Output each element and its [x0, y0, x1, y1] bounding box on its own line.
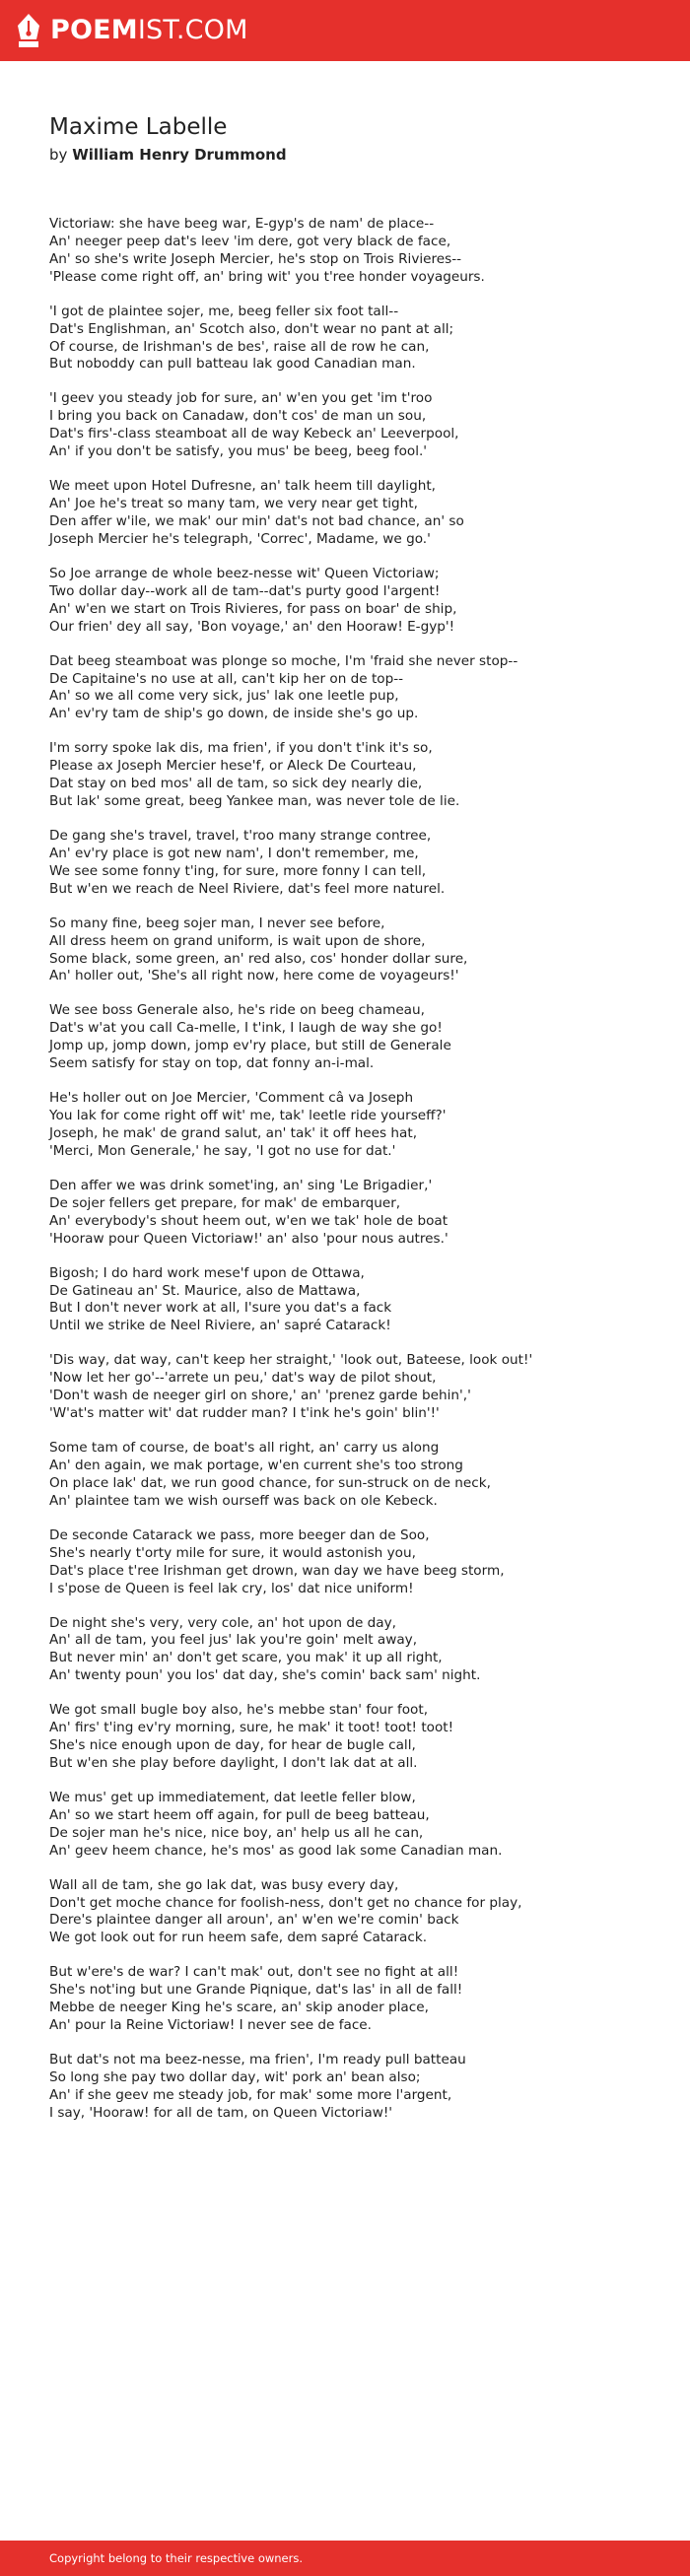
- stanza: [49, 1790, 670, 1861]
- brand-name: [50, 13, 248, 48]
- stanza: [49, 1265, 670, 1336]
- poem-line: Some tam of course, de boat's all right, an' carry us along: [49, 1440, 440, 1457]
- poem-line: Jomp up, jomp down, jomp ev'ry place, but still de Generale: [49, 1038, 451, 1054]
- stanza: [49, 915, 670, 986]
- byline-prefix: by: [49, 146, 68, 164]
- poem-line: So Joe arrange de whole beez-nesse wit' Queen Victoriaw;: [49, 565, 440, 581]
- poem-line: Dat beeg steamboat was plonge so moche, I'm 'fraid she never stop--: [49, 652, 518, 669]
- author-name[interactable]: William Henry Drummond: [72, 146, 287, 164]
- stanza: [49, 740, 670, 811]
- poem-line: Joseph Mercier he's telegraph, 'Correc', Madame, we go.': [49, 530, 431, 547]
- pen-nib-icon: [16, 13, 41, 48]
- poem-title: Maxime Labelle: [49, 114, 228, 140]
- poem-line: Until we strike de Neel Riviere, an' sapré Catarack!: [49, 1318, 391, 1334]
- poem-line: De seconde Catarack we pass, more beeger dan de Soo,: [49, 1526, 430, 1543]
- poem-line: Of course, de Irishman's de bes', raise all de row he can,: [49, 338, 430, 355]
- poem-line: I say, 'Hooraw! for all de tam, on Queen Victoriaw!': [49, 2104, 393, 2121]
- stanza: [49, 566, 670, 637]
- poem-line: But dat's not ma beez-nesse, ma frien', I'm ready pull batteau: [49, 2052, 466, 2068]
- poem-line: An' plaintee tam we wish ourseff was back on ole Kebeck.: [49, 1492, 438, 1509]
- poem-line: De Capitaine's no use at all, can't kip her on de top--: [49, 670, 404, 687]
- stanza: [49, 1090, 670, 1161]
- poem-line: Bigosh; I do hard work mese'f upon de Ottawa,: [49, 1264, 365, 1281]
- poem-line: An' if she geev me steady job, for mak' some more l'argent,: [49, 2086, 452, 2103]
- brand-bold: POEM: [50, 15, 138, 45]
- site-header: [0, 0, 690, 61]
- poem-line: An' den again, we mak portage, w'en current she's too strong: [49, 1457, 463, 1473]
- stanza: [49, 1352, 670, 1423]
- poem-line: She's nice enough upon de day, for hear de bugle call,: [49, 1737, 416, 1754]
- poem-line: Dat's w'at you call Ca-melle, I t'ink, I laugh de way she go!: [49, 1020, 443, 1037]
- poem-line: But w'ere's de war? I can't mak' out, don't see no fight at all!: [49, 1964, 459, 1981]
- poem-line: But never min' an' don't get scare, you mak' it up all right,: [49, 1650, 443, 1666]
- poem-line: On place lak' dat, we run good chance, for sun-struck on de neck,: [49, 1474, 491, 1491]
- poem-line: Our frien' dey all say, 'Bon voyage,' an' den Hooraw! E-gyp'!: [49, 618, 455, 635]
- poem-line: Den affer w'ile, we mak' our min' dat's not bad chance, an' so: [49, 512, 464, 529]
- poem-line: We mus' get up immediatement, dat leetle feller blow,: [49, 1789, 416, 1805]
- poem-line: Mebbe de neeger King he's scare, an' skip anoder place,: [49, 2000, 429, 2016]
- poem-line: Dat's Englishman, an' Scotch also, don't wear no pant at all;: [49, 320, 454, 337]
- stanza: [49, 1002, 670, 1073]
- poem-line: An' so we start heem off again, for pull de beeg batteau,: [49, 1806, 430, 1823]
- poem-line: She's nearly t'orty mile for sure, it would astonish you,: [49, 1544, 416, 1561]
- stanza: [49, 390, 670, 461]
- poem-line: De night she's very, very cole, an' hot upon de day,: [49, 1614, 396, 1631]
- poem-line: An' firs' t'ing ev'ry morning, sure, he mak' it toot! toot! toot!: [49, 1720, 454, 1736]
- poem-line: We see some fonny t'ing, for sure, more fonny I can tell,: [49, 862, 427, 879]
- poem-line: An' Joe he's treat so many tam, we very near get tight,: [49, 496, 418, 512]
- poem-line: De sojer man he's nice, nice boy, an' help us all he can,: [49, 1824, 424, 1841]
- poem-line: Some black, some green, an' red also, cos' honder dollar sure,: [49, 950, 468, 967]
- stanza: [49, 216, 670, 287]
- poem-line: 'Please come right off, an' bring wit' you t'ree honder voyageurs.: [49, 268, 485, 285]
- poem-line: 'Dis way, dat way, can't keep her straight,' 'look out, Bateese, look out!': [49, 1352, 533, 1369]
- poem-line: Seem satisfy for stay on top, dat fonny an-i-mal.: [49, 1055, 375, 1072]
- poem-line: Victoriaw: she have beeg war, E-gyp's de nam' de place--: [49, 216, 435, 232]
- poem-body: [49, 216, 670, 2139]
- poem-line: An' so we all come very sick, jus' lak one leetle pup,: [49, 688, 399, 705]
- stanza: [49, 1615, 670, 1686]
- poem-line: Dat stay on bed mos' all de tam, so sick dey nearly die,: [49, 776, 423, 792]
- poem-line: Dere's plaintee danger all aroun', an' w'en we're comin' back: [49, 1912, 459, 1929]
- poem-header: [49, 112, 660, 165]
- poem-line: We meet upon Hotel Dufresne, an' talk heem till daylight,: [49, 478, 436, 495]
- byline: [49, 145, 660, 165]
- poem-line: I s'pose de Queen is feel lak cry, los' dat nice uniform!: [49, 1580, 414, 1596]
- poem-line: 'Merci, Mon Generale,' he say, 'I got no use for dat.': [49, 1142, 396, 1159]
- stanza: [49, 653, 670, 724]
- poem-line: All dress heem on grand uniform, is wait upon de shore,: [49, 932, 426, 949]
- poem-line: De gang she's travel, travel, t'roo many strange contree,: [49, 828, 432, 845]
- poem-line: De Gatineau an' St. Maurice, also de Mattawa,: [49, 1282, 361, 1299]
- poem-line: But w'en she play before daylight, I don't lak dat at all.: [49, 1754, 418, 1771]
- poem-line: 'I got de plaintee sojer, me, beeg feller six foot tall--: [49, 303, 399, 319]
- poem-line: So long she pay two dollar day, wit' pork an' bean also;: [49, 2069, 421, 2085]
- poem-line: An' holler out, 'She's all right now, here come de voyageurs!': [49, 968, 459, 984]
- stanza: [49, 1964, 670, 2035]
- poem-line: 'W'at's matter wit' dat rudder man? I t'ink he's goin' blin'!': [49, 1405, 440, 1422]
- poem-line: You lak for come right off wit' me, tak' leetle ride yourseff?': [49, 1108, 447, 1124]
- poem-line: De sojer fellers get prepare, for mak' de embarquer,: [49, 1194, 401, 1211]
- poem-line: Den affer we was drink somet'ing, an' sing 'Le Brigadier,': [49, 1177, 433, 1193]
- poem-line: I'm sorry spoke lak dis, ma frien', if you don't t'ink it's so,: [49, 740, 433, 757]
- poem-line: 'I geev you steady job for sure, an' w'en you get 'im t'roo: [49, 390, 433, 407]
- poem-line: An' geev heem chance, he's mos' as good lak some Canadian man.: [49, 1842, 503, 1859]
- poem-line: We see boss Generale also, he's ride on beeg chameau,: [49, 1002, 425, 1019]
- poem-line: An' so she's write Joseph Mercier, he's stop on Trois Rivieres--: [49, 250, 462, 267]
- poem-line: An' ev'ry tam de ship's go down, de inside she's go up.: [49, 706, 419, 722]
- site-footer: [0, 2541, 690, 2576]
- poem-line: Please ax Joseph Mercier hese'f, or Aleck De Courteau,: [49, 758, 417, 775]
- poem-line: Wall all de tam, she go lak dat, was busy every day,: [49, 1876, 399, 1893]
- stanza: [49, 828, 670, 899]
- poem-line: 'Now let her go'--'arrete un peu,' dat's way de pilot shout,: [49, 1370, 437, 1387]
- poem-line: An' all de tam, you feel jus' lak you're goin' melt away,: [49, 1632, 418, 1649]
- poem-line: An' pour la Reine Victoriaw! I never see de face.: [49, 2017, 372, 2034]
- stanza: [49, 2052, 670, 2123]
- poem-line: Two dollar day--work all de tam--dat's purty good l'argent!: [49, 582, 441, 599]
- poem-line: An' twenty poun' you los' dat day, she's comin' back sam' night.: [49, 1667, 481, 1684]
- poem-line: 'Don't wash de neeger girl on shore,' an' 'prenez garde behin',': [49, 1388, 471, 1404]
- poem-line: An' everybody's shout heem out, w'en we tak' hole de boat: [49, 1212, 448, 1229]
- poem-line: We got small bugle boy also, he's mebbe stan' four foot,: [49, 1702, 429, 1719]
- site-logo[interactable]: [16, 13, 248, 48]
- poem-line: Dat's firs'-class steamboat all de way Kebeck an' Leeverpool,: [49, 426, 459, 442]
- stanza: [49, 478, 670, 549]
- poem-line: An' w'en we start on Trois Rivieres, for pass on boar' de ship,: [49, 600, 457, 617]
- brand-light: IST.COM: [137, 15, 248, 45]
- poem-line: Joseph, he mak' de grand salut, an' tak' it off hees hat,: [49, 1125, 418, 1141]
- poem-line: An' if you don't be satisfy, you mus' be beeg, beeg fool.': [49, 443, 428, 460]
- poem-line: We got look out for run heem safe, dem sapré Catarack.: [49, 1930, 428, 1946]
- poem-line: I bring you back on Canadaw, don't cos' de man un sou,: [49, 408, 427, 425]
- poem-line: But noboddy can pull batteau lak good Canadian man.: [49, 356, 416, 373]
- poem-line: So many fine, beeg sojer man, I never see before,: [49, 915, 385, 931]
- poem-line: She's not'ing but une Grande Piqnique, dat's las' in all de fall!: [49, 1982, 463, 1999]
- poem-line: But lak' some great, beeg Yankee man, was never tole de lie.: [49, 793, 460, 810]
- stanza: [49, 304, 670, 374]
- poem-line: 'Hooraw pour Queen Victoriaw!' an' also 'pour nous autres.': [49, 1230, 448, 1247]
- copyright-text: Copyright belong to their respective owners.: [49, 2551, 304, 2565]
- poem-line: But I don't never work at all, I'sure you dat's a fack: [49, 1300, 392, 1317]
- stanza: [49, 1702, 670, 1773]
- stanza: [49, 1877, 670, 1948]
- stanza: [49, 1440, 670, 1511]
- stanza: [49, 1178, 670, 1249]
- poem-line: An' ev'ry place is got new nam', I don't remember, me,: [49, 845, 419, 861]
- poem-line: He's holler out on Joe Mercier, 'Comment câ va Joseph: [49, 1090, 414, 1107]
- poem-line: Dat's place t'ree Irishman get drown, wan day we have beeg storm,: [49, 1562, 505, 1579]
- stanza: [49, 1527, 670, 1598]
- poem-line: An' neeger peep dat's leev 'im dere, got very black de face,: [49, 233, 451, 249]
- poem-line: But w'en we reach de Neel Riviere, dat's feel more naturel.: [49, 880, 446, 897]
- poem-line: Don't get moche chance for foolish-ness, don't get no chance for play,: [49, 1894, 522, 1911]
